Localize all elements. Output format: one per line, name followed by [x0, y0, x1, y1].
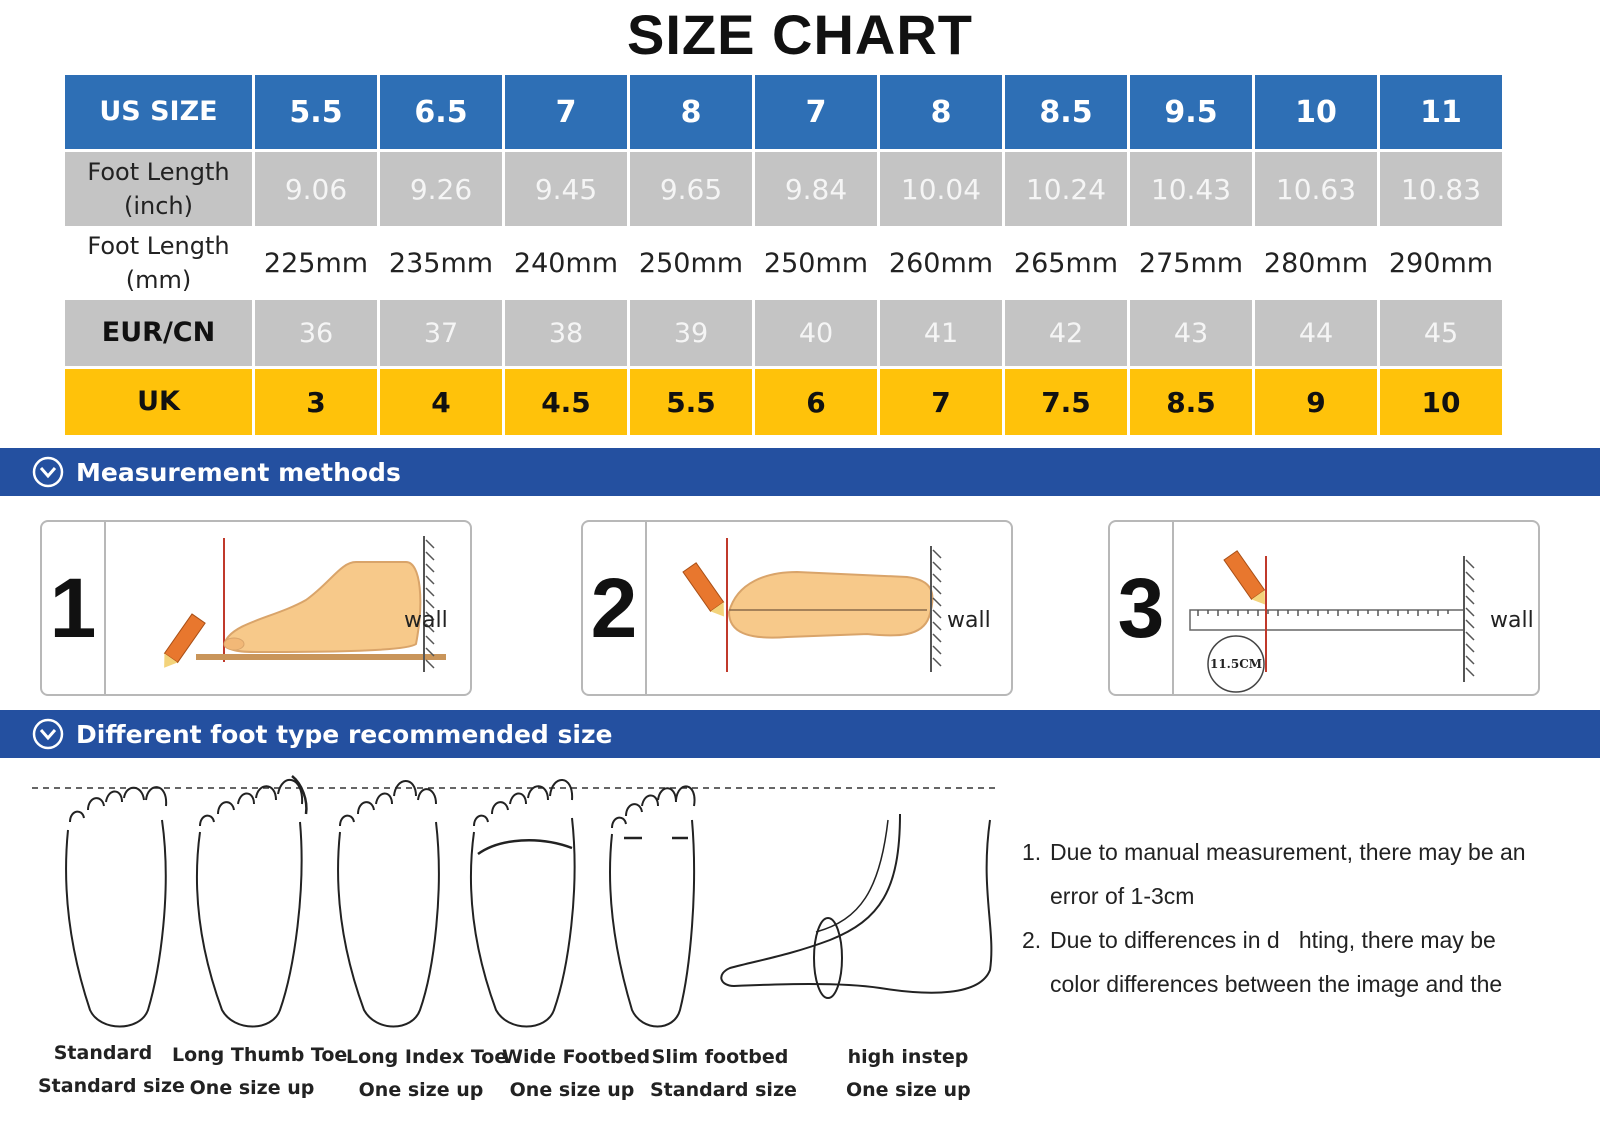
size-cell: 40	[755, 300, 877, 366]
size-cell: 6.5	[380, 75, 502, 149]
size-cell: 8	[630, 75, 752, 149]
foot-type-name: Long Index Toe	[346, 1046, 508, 1068]
size-cell: 10.24	[1005, 152, 1127, 226]
foot-type-size: One size up	[509, 1079, 635, 1101]
foot-type-long-index-toe	[346, 1041, 508, 1107]
note-number: 1.	[1022, 839, 1042, 865]
size-cell: 235mm	[380, 229, 502, 297]
foot-type-size: One size up	[189, 1077, 315, 1099]
step-panel-1	[40, 520, 472, 696]
size-cell: 9.45	[505, 152, 627, 226]
note-item-continued	[1022, 962, 1582, 1006]
foot-types-illustration	[0, 770, 1010, 1070]
step-panel-2	[581, 520, 1013, 696]
size-cell: 7	[755, 75, 877, 149]
row-label: UK	[65, 369, 252, 435]
foot-type-size: One size up	[358, 1079, 484, 1101]
size-cell: 7	[505, 75, 627, 149]
us-size-row	[65, 75, 1502, 149]
size-cell: 44	[1255, 300, 1377, 366]
size-cell: 9.65	[630, 152, 752, 226]
size-cell: 240mm	[505, 229, 627, 297]
size-cell: 9.26	[380, 152, 502, 226]
foot-type-name: Long Thumb Toe	[172, 1044, 348, 1066]
size-cell: 10	[1380, 369, 1502, 435]
foot-type-long-thumb-toe	[172, 1039, 348, 1105]
size-cell: 36	[255, 300, 377, 366]
size-cell: 10.43	[1130, 152, 1252, 226]
size-cell: 4	[380, 369, 502, 435]
note-text: color differences between the image and the	[1050, 971, 1503, 997]
section-title: Different foot type recommended size	[76, 719, 613, 749]
eur-cn-row	[65, 300, 1502, 366]
note-item	[1022, 918, 1582, 962]
note-text: Due to differences in d hting, there may be	[1050, 927, 1496, 953]
size-cell: 9.5	[1130, 75, 1252, 149]
foot-type-name: Standard	[53, 1042, 153, 1064]
size-cell: 3	[255, 369, 377, 435]
foot-type-name: high instep	[847, 1046, 969, 1068]
size-cell: 8	[880, 75, 1002, 149]
size-cell: 5.5	[255, 75, 377, 149]
note-text: Due to manual measurement, there may be an	[1050, 839, 1526, 865]
foot-type-size: Standard size	[38, 1075, 185, 1097]
size-cell: 11	[1380, 75, 1502, 149]
section-title: Measurement methods	[76, 457, 401, 487]
notes-list	[1022, 830, 1582, 1006]
size-cell: 43	[1130, 300, 1252, 366]
row-label: EUR/CN	[65, 300, 252, 366]
note-item	[1022, 830, 1582, 874]
step-panel-3	[1108, 520, 1540, 696]
ruler-illustration	[1174, 522, 1534, 694]
size-cell: 41	[880, 300, 1002, 366]
measurement-section-header	[0, 448, 1600, 496]
size-cell: 280mm	[1255, 229, 1377, 297]
size-cell: 9	[1255, 369, 1377, 435]
chevron-down-circle-icon	[32, 718, 64, 750]
step-number: 3	[1110, 522, 1174, 694]
foot-type-slim-footbed	[650, 1041, 797, 1107]
foot-length-inch-row	[65, 152, 1502, 226]
note-text: error of 1-3cm	[1050, 883, 1195, 909]
size-cell: 38	[505, 300, 627, 366]
size-cell: 10	[1255, 75, 1377, 149]
foot-length-mm-row	[65, 229, 1502, 297]
wall-label: wall	[1490, 608, 1534, 633]
foot-type-wide-footbed	[502, 1041, 651, 1107]
size-cell: 39	[630, 300, 752, 366]
note-item-continued	[1022, 874, 1582, 918]
uk-row	[65, 369, 1502, 435]
size-cell: 9.06	[255, 152, 377, 226]
size-cell: 42	[1005, 300, 1127, 366]
size-cell: 5.5	[630, 369, 752, 435]
size-cell: 37	[380, 300, 502, 366]
size-cell: 7	[880, 369, 1002, 435]
size-cell: 10.63	[1255, 152, 1377, 226]
wall-label: wall	[404, 608, 448, 633]
row-label: US SIZE	[65, 75, 252, 149]
foot-type-size: One size up	[846, 1079, 971, 1101]
note-number: 2.	[1022, 927, 1042, 953]
page-title: SIZE CHART	[627, 3, 973, 66]
foot-type-section-header	[0, 710, 1600, 758]
size-cell: 225mm	[255, 229, 377, 297]
size-cell: 6	[755, 369, 877, 435]
ruler-reading: 11.5CM	[1209, 657, 1263, 671]
size-cell: 4.5	[505, 369, 627, 435]
size-cell: 45	[1380, 300, 1502, 366]
size-cell: 265mm	[1005, 229, 1127, 297]
size-cell: 260mm	[880, 229, 1002, 297]
size-cell: 8.5	[1005, 75, 1127, 149]
size-cell: 290mm	[1380, 229, 1502, 297]
foot-type-standard	[38, 1037, 185, 1103]
step-number: 1	[42, 522, 106, 694]
step-number: 2	[583, 522, 647, 694]
row-label: Foot Length (inch)	[65, 152, 252, 226]
size-cell: 8.5	[1130, 369, 1252, 435]
size-cell: 7.5	[1005, 369, 1127, 435]
foot-type-size: Standard size	[650, 1079, 797, 1101]
size-cell: 275mm	[1130, 229, 1252, 297]
wall-label: wall	[947, 608, 991, 633]
size-table	[62, 72, 1505, 438]
size-cell: 250mm	[755, 229, 877, 297]
row-label: Foot Length (mm)	[65, 229, 252, 297]
size-cell: 10.83	[1380, 152, 1502, 226]
size-cell: 9.84	[755, 152, 877, 226]
size-cell: 250mm	[630, 229, 752, 297]
chevron-down-circle-icon	[32, 456, 64, 488]
foot-type-high-instep	[846, 1041, 970, 1107]
foot-type-name: Wide Footbed	[502, 1046, 651, 1068]
foot-type-name: Slim footbed	[651, 1046, 789, 1068]
size-cell: 10.04	[880, 152, 1002, 226]
